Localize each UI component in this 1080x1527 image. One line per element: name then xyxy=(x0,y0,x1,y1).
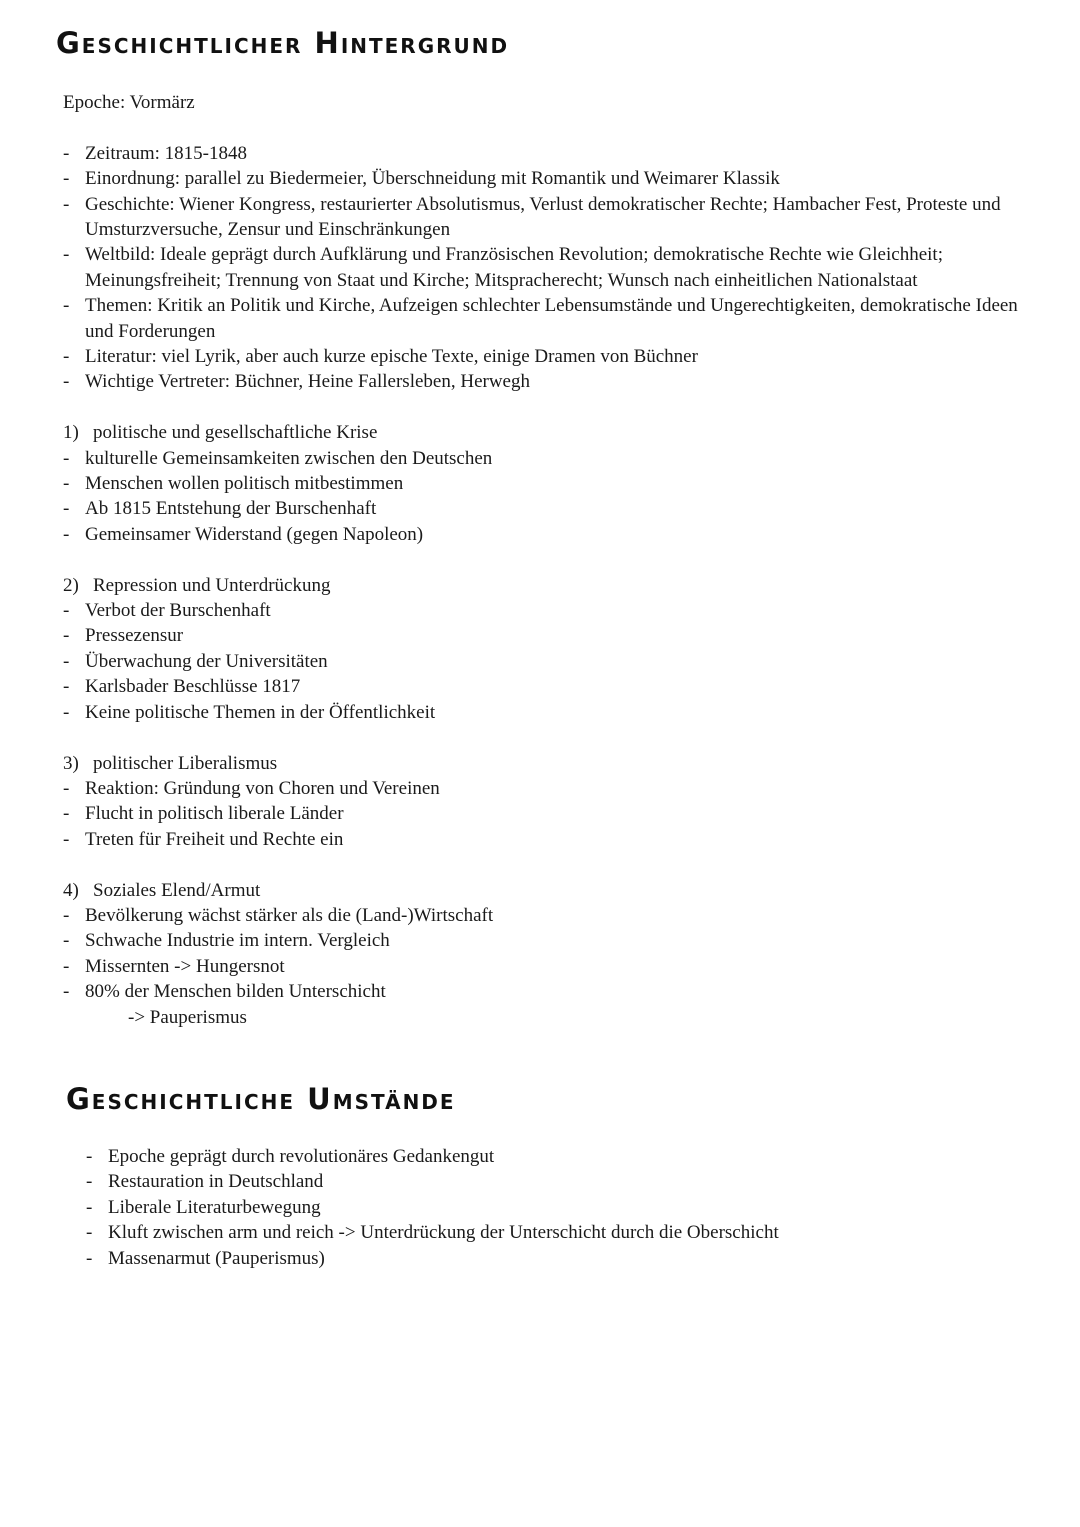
section-number: 3) xyxy=(63,752,79,774)
item-text: Restauration in Deutschland xyxy=(108,1171,324,1193)
list-item: - 80% der Menschen bilden Unterschicht xyxy=(63,981,386,1003)
list-item: - Themen: Kritik an Politik und Kirche, Aufzeigen schlechter Lebensumstände und Ungerechtigkeiten, demokratische Ideen und Forderungen xyxy=(63,295,1018,342)
list-item: - Missernten -> Hungersnot xyxy=(63,955,285,977)
item-text: Flucht in politisch liberale Länder xyxy=(85,803,344,825)
heading-geschichtliche-umstaende: Geschichtliche Umstände xyxy=(66,1082,456,1116)
item-text: Kluft zwischen arm und reich -> Unterdrückung der Unterschicht durch die Oberschicht xyxy=(108,1222,779,1244)
item-text: Geschichte: Wiener Kongress, restaurierter Absolutismus, Verlust demokratischer Rechte; Hambacher Fest, Proteste und Umsturzversuche, Zensur und Einschränkungen xyxy=(85,193,1001,241)
overview-list xyxy=(63,141,1023,395)
item-text: Ab 1815 Entstehung der Burschenhaft xyxy=(85,498,377,520)
item-text: Gemeinsamer Widerstand (gegen Napoleon) xyxy=(85,523,424,545)
numbered-section-title xyxy=(63,878,1023,903)
numbered-section-title xyxy=(63,420,1023,445)
section-list xyxy=(63,776,1023,852)
numbered-section-title xyxy=(63,573,1023,598)
section-umstaende xyxy=(86,1144,986,1271)
list-item: - Zeitraum: 1815-1848 xyxy=(63,142,247,164)
list-item: - Geschichte: Wiener Kongress, restaurierter Absolutismus, Verlust demokratischer Rechte; Hambacher Fest, Proteste und Umsturzversuche, Zensur und Einschränkungen xyxy=(63,193,1001,241)
item-text: Verbot der Burschenhaft xyxy=(85,600,271,622)
section-title: politischer Liberalismus xyxy=(93,752,278,774)
list-item: - Ab 1815 Entstehung der Burschenhaft xyxy=(63,498,377,520)
list-item: - Liberale Literaturbewegung xyxy=(86,1196,321,1218)
list-item: - Bevölkerung wächst stärker als die (Land-)Wirtschaft xyxy=(63,904,494,926)
list-item: - Treten für Freiheit und Rechte ein xyxy=(63,828,344,850)
item-text: Wichtige Vertreter: Büchner, Heine Fallersleben, Herwegh xyxy=(85,371,530,393)
item-text: Einordnung: parallel zu Biedermeier, Überschneidung mit Romantik und Weimarer Klassik xyxy=(85,168,780,190)
item-text: kulturelle Gemeinsamkeiten zwischen den Deutschen xyxy=(85,447,493,469)
list-item: - Flucht in politisch liberale Länder xyxy=(63,803,344,825)
list-item: - Massenarmut (Pauperismus) xyxy=(86,1247,325,1269)
circumstances-list xyxy=(86,1144,986,1271)
section-title: Repression und Unterdrückung xyxy=(93,574,331,596)
list-item: - kulturelle Gemeinsamkeiten zwischen den Deutschen xyxy=(63,447,493,469)
list-item: - Epoche geprägt durch revolutionäres Gedankengut xyxy=(86,1146,495,1167)
item-text: Keine politische Themen in der Öffentlichkeit xyxy=(85,701,436,723)
list-item: - Weltbild: Ideale geprägt durch Aufklärung und Französischen Revolution; demokratische Rechte wie Gleichheit; Meinungsfreiheit; Trennung von Staat und Kirche; Mitspracherecht; Wunsch nach einheitlichen Nationalstaat xyxy=(63,244,943,291)
item-text: Überwachung der Universitäten xyxy=(85,650,328,672)
list-item: - Überwachung der Universitäten xyxy=(63,650,328,672)
item-text: Literatur: viel Lyrik, aber auch kurze epische Texte, einige Dramen von Büchner xyxy=(85,346,698,368)
item-text: Karlsbader Beschlüsse 1817 xyxy=(85,676,301,698)
item-text: Pressezensur xyxy=(85,625,184,647)
item-text: Bevölkerung wächst stärker als die (Land-)Wirtschaft xyxy=(85,904,494,926)
section-list xyxy=(63,598,1023,725)
item-text: Treten für Freiheit und Rechte ein xyxy=(85,828,344,850)
item-text: Epoche geprägt durch revolutionäres Gedankengut xyxy=(108,1146,495,1167)
list-item: - Wichtige Vertreter: Büchner, Heine Fallersleben, Herwegh xyxy=(63,371,530,393)
heading-geschichtlicher-hintergrund: Geschichtlicher Hintergrund xyxy=(56,26,510,60)
list-item: - Pressezensur xyxy=(63,625,184,647)
list-item: - Restauration in Deutschland xyxy=(86,1171,324,1193)
section-list xyxy=(63,446,1023,548)
section-number: 2) xyxy=(63,574,79,596)
list-item: - Einordnung: parallel zu Biedermeier, Überschneidung mit Romantik und Weimarer Klassik xyxy=(63,168,780,190)
section-hintergrund xyxy=(63,90,1023,1030)
section-number: 1) xyxy=(63,422,79,444)
item-text: Reaktion: Gründung von Choren und Vereinen xyxy=(85,777,440,799)
list-item: - Schwache Industrie im intern. Vergleich xyxy=(63,930,390,952)
list-item: - Keine politische Themen in der Öffentlichkeit xyxy=(63,701,436,723)
list-item: - Literatur: viel Lyrik, aber auch kurze epische Texte, einige Dramen von Büchner xyxy=(63,346,698,368)
section-number: 4) xyxy=(63,879,79,901)
item-text: Zeitraum: 1815-1848 xyxy=(85,142,247,164)
item-text: Missernten -> Hungersnot xyxy=(85,955,285,977)
item-text: Massenarmut (Pauperismus) xyxy=(108,1247,325,1269)
item-text: Menschen wollen politisch mitbestimmen xyxy=(85,473,404,495)
numbered-section-title xyxy=(63,751,1023,776)
item-text: Weltbild: Ideale geprägt durch Aufklärung und Französischen Revolution; demokratische Rechte wie Gleichheit; Meinungsfreiheit; Trennung von Staat und Kirche; Mitspracherecht; Wunsch nach einheitlichen Nationalstaat xyxy=(85,244,943,291)
list-item: - Gemeinsamer Widerstand (gegen Napoleon) xyxy=(63,523,424,545)
item-text: Schwache Industrie im intern. Vergleich xyxy=(85,930,390,952)
item-text: Themen: Kritik an Politik und Kirche, Aufzeigen schlechter Lebensumstände und Ungerechtigkeiten, demokratische Ideen und Forderungen xyxy=(85,295,1018,342)
item-text: Liberale Literaturbewegung xyxy=(108,1196,321,1218)
item-text: 80% der Menschen bilden Unterschicht xyxy=(85,981,386,1003)
list-item: - Menschen wollen politisch mitbestimmen xyxy=(63,473,404,495)
sub-note: -> Pauperismus xyxy=(128,1006,247,1028)
section-title: politische und gesellschaftliche Krise xyxy=(93,422,378,444)
section-title: Soziales Elend/Armut xyxy=(93,879,261,901)
list-item: - Karlsbader Beschlüsse 1817 xyxy=(63,676,301,698)
epoch-line: Epoche: Vormärz xyxy=(63,92,195,113)
section-list xyxy=(63,903,1023,1005)
list-item: - Kluft zwischen arm und reich -> Unterdrückung der Unterschicht durch die Oberschicht xyxy=(86,1222,779,1244)
list-item: - Verbot der Burschenhaft xyxy=(63,600,271,622)
list-item: - Reaktion: Gründung von Choren und Vereinen xyxy=(63,777,440,799)
